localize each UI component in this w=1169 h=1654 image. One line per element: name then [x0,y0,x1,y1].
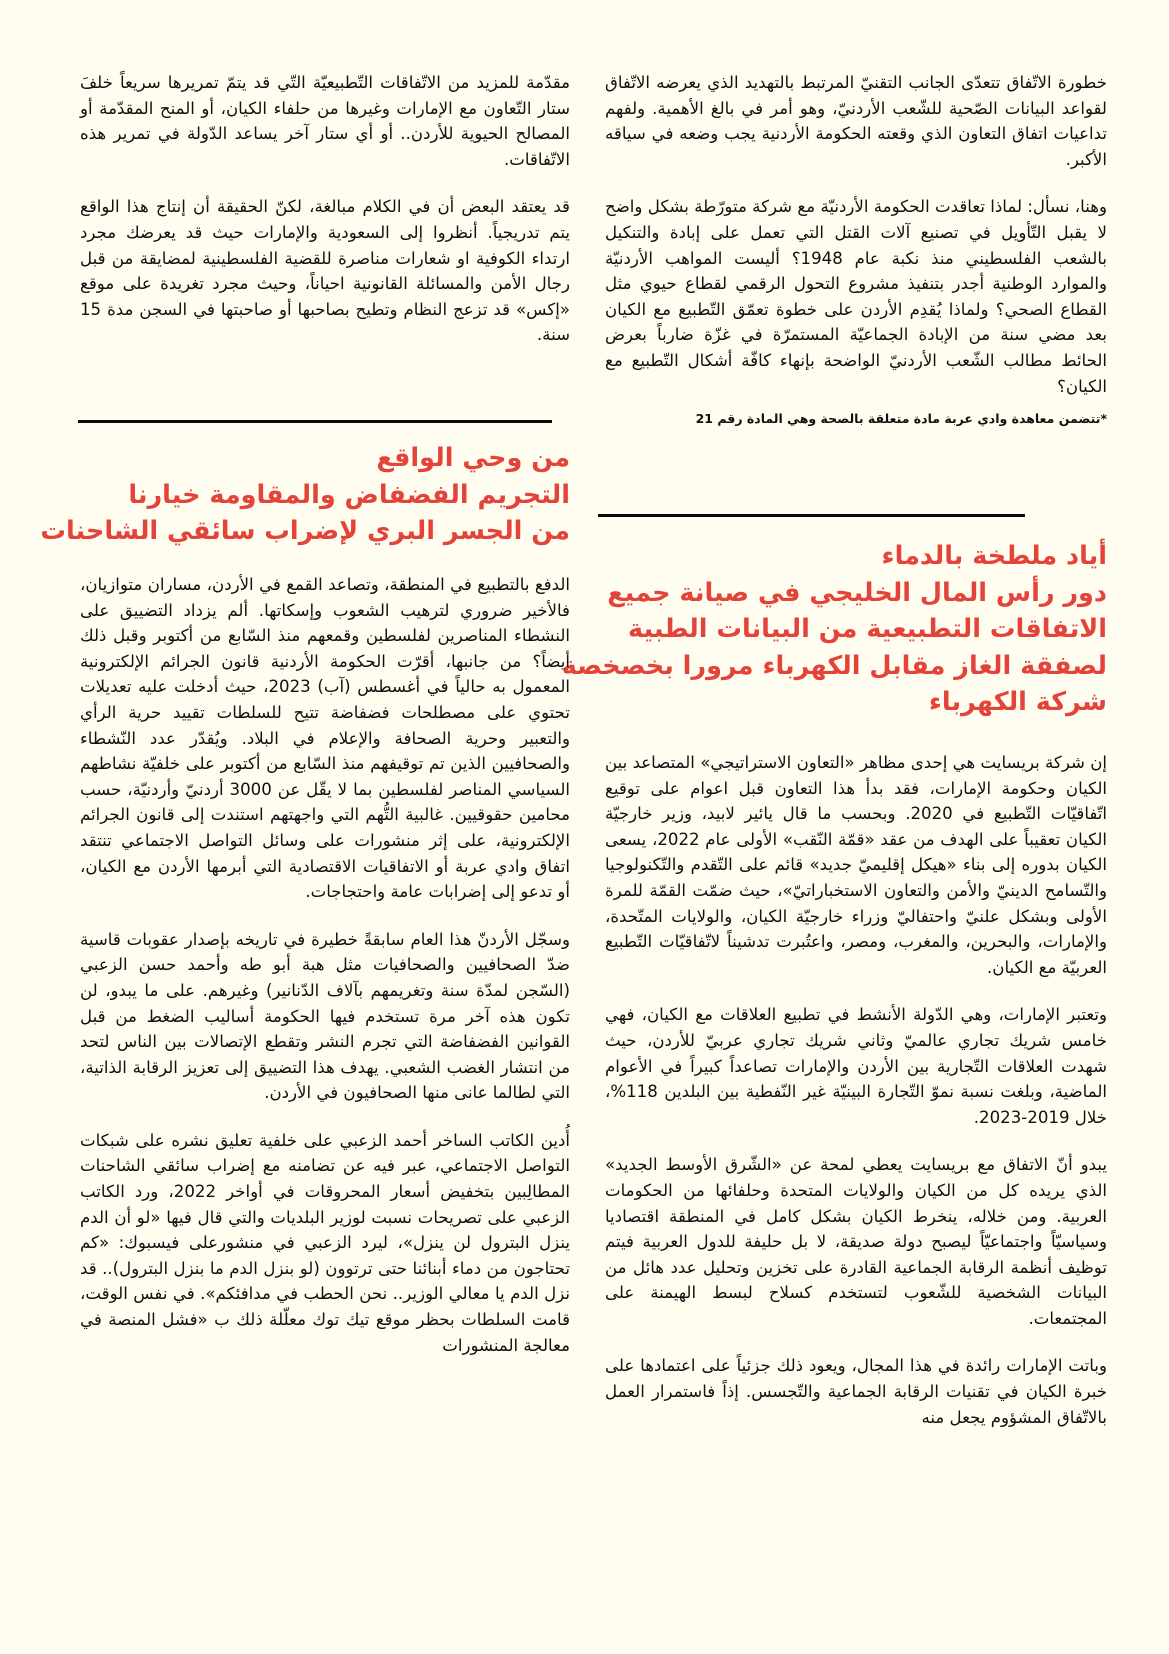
paragraph: وسجّل الأردنّ هذا العام سابقةً خطيرة في تاريخه بإصدار عقوبات قاسية ضدّ الصحافيين والصحافيات مثل هبة أبو طه وأحمد حسن الزعبي (السّجن لمدّة سنة وتغريمهم بآلاف الدّنانير) وغيرهم. على ما يبدو، لن تكون هذه آخر مرة تستخدم فيها الحكومة أساليب الضغط من قبل القوانين الفضفاضة التي تجرم النشر وتقطع الإتصالات بين الناس لتحد من انتشار الغضب الشعبي. يهدف هذا التضييق إلى تعزيز الرقابة الذاتية، التي لطالما عانى منها الصحافيون في الأردن. [80,929,570,1103]
right-column-article-body [605,750,1107,1452]
headline-line: شركة الكهرباء [928,687,1107,717]
footnote: *تتضمن معاهدة وادي عربة مادة متعلقة بالصحة وهي المادة رقم 21 [695,411,1107,427]
paragraph: الدفع بالتطبيع في المنطقة، وتصاعد القمع في الأردن، مساران متوازيان، فالأخير ضروري لترهيب الشعوب وإسكاتها. ألم يزداد التضييق على النشطاء المناصرين لفلسطين وقمعهم منذ السّابع من أكتوبر وقبل ذلك أيضاً؟ من جانبها، أقرّت الحكومة الأردنية قانون الجرائم الإلكترونية المعمول به حالياً في أغسطس (آب) 2023، حيث أدخلت عليه تعديلات تحتوي على مصطلحات فضفاضة تتيح للسلطات تقييد حرية الرأي والتعبير وحرية الصحافة والإعلام في البلاد. ويُقدّر عدد النّشطاء والصحافيين الذين تم توقيفهم منذ السّابع من أكتوبر على خلفيّة نشاطهم السياسي المناصر لفلسطين بما لا يقّل عن 3000 أردنيّ وأردنيّة، حسب محامين حقوقيين. غالبية التُّهم التي واجهتهم استندت إلى قانون الجرائم الإلكترونية، على إثر منشورات على وسائل التواصل الاجتماعي تنتقد اتفاق وادي عربة أو الاتفاقيات الاقتصادية التي أبرمها الأردن مع الكيان، أو تدعو إلى إضرابات عامة واحتجاجات. [80,575,570,902]
paragraph: وتعتبر الإمارات، وهي الدّولة الأنشط في تطبيع العلاقات مع الكيان، فهي خامس شريك تجاري عالميّ وثاني شريك تجاري عربيّ للأردن، حيث شهدت العلاقات التّجارية بين الأردن والإمارات تصاعداً كبيراً في الأعوام الماضية، وبلغت نسبة نموّ التّجارة البينيّة غير النّفطية بين البلدين 118%، خلال 2019-2023. [605,1005,1107,1127]
headline-line: لصفقة الغاز مقابل الكهرباء مرورا بخصخصة [561,650,1107,681]
right-column-intro [605,70,1107,429]
headline-line: التجريم الفضفاض والمقاومة خيارنا [128,479,570,510]
section-divider [598,514,1025,517]
headline-line: من وحي الواقع [376,443,570,473]
headline-line: الاتفاقات التطبيعية من البيانات الطبية [628,614,1107,644]
paragraph: وباتت الإمارات رائدة في هذا المجال، ويعود ذلك جزئياً على اعتمادها على خبرة الكيان في تقنيات الرقابة الجماعية والتّجسس. إذاً فاستمرار العمل بالاتّفاق المشؤوم يجعل منه [605,1356,1107,1427]
headline-line: من الجسر البري لإضراب سائقي الشاحنات [40,516,570,546]
paragraph: يبدو أنّ الاتفاق مع بريسايت يعطي لمحة عن «الشّرق الأوسط الجديد» الذي يريده كل من الكيان والولايات المتحدة وحلفائها من الحكومات العربية. ومن خلاله، ينخرط الكيان بشكل كامل في المنطقة اقتصاديا وسياسيّاً واجتماعيّاً ليصبح دولة صديقة، لا بل حليفة للدول العربية فيتم توظيف أنظمة الرقابة الجماعية القادرة على تخزين وتحليل عدد هائل من البيانات الشخصية للشّعوب لتستخدم كسلاح لبسط الهيمنة على المجتمعات. [605,1155,1107,1328]
headline-line: أياد ملطخة بالدماء [881,541,1107,571]
article-headline [40,440,570,550]
article-headline [561,538,1107,721]
left-column-article-body [80,572,570,1380]
paragraph: إن شركة بريسايت هي إحدى مظاهر «التعاون الاستراتيجي» المتصاعد بين الكيان وحكومة الإمارات، فقد بدأ هذا التعاون قبل اعوام على توقيع اتّفاقيّات التّطبيع في 2020. وبحسب ما قال يائير لابيد، وزير خارجيّة الكيان تعقيباً على الهدف من عقد «قمّة النّقب» الأولى عام 2022، يسعى الكيان بدوره إلى بناء «هيكل إقليميّ جديد» قائم على التّقدم والتّكنولوجيا والتّسامح الدينيّ والأمن والتعاون الاستخباراتيّ»، حيث ضمّت القمّة للمرة الأولى وبشكل علنيّ واحتفاليّ وزراء خارجيّة الكيان، والولايات المتّحدة، والإمارات، والبحرين، والمغرب، ومصر، واعتُبرت تدشيناً لاتّفاقيّات التّطبيع العربيّة مع الكيان. [605,753,1108,977]
paragraph: قد يعتقد البعض أن في الكلام مبالغة، لكنّ الحقيقة أن إنتاج هذا الواقع يتم تدريجياً. أنظروا إلى السعودية والإمارات حيث قد يعرضك مجرد ارتداء الكوفية او شعارات مناصرة للقضية الفلسطينية لمضايقة من قبل رجال الأمن والمسائلة القانونية احياناً، وحيث مجرد تغريدة على موقع «إكس» قد تزعج النظام وتطيح بصاحبها أو صاحبتها في السجن مدة 15 سنة. [80,197,570,345]
headline-line: دور رأس المال الخليجي في صيانة جميع [607,577,1107,608]
paragraph: خطورة الاتّفاق تتعدّى الجانب التقنيّ المرتبط بالتهديد الذي يعرضه الاتّفاق لقواعد البيانات الصّحية للشّعب الأردنيّ، وهو أمر في بالغ الأهمية. ولفهم تداعيات اتفاق التعاون الذي وقعته الحكومة الأردنية يجب وضعه في سياقه الأكبر. [605,73,1107,169]
section-divider [78,420,552,423]
paragraph: مقدّمة للمزيد من الاتّفاقات التّطبيعيّة التّي قد يتمّ تمريرها سريعاً خلفَ ستار التّعاون مع الإمارات وغيرها من حلفاء الكيان، أو المنح المقدّمة أو المصالح الحيوية للأردن.. أو أي ستار آخر يساعد الدّولة في تمرير هذه الاتّفاقات. [80,73,570,169]
paragraph: وهنا، نسأل: لماذا تعاقدت الحكومة الأردنيّة مع شركة متورّطة بشكل واضح لا يقبل التّأويل في تصنيع آلات القتل التي تعمل على إبادة والتنكيل بالشعب الفلسطيني منذ نكبة عام 1948؟ أليست المواهب الأردنيّة والموارد الوطنية أجدر بتنفيذ مشروع التحول الرقمي لقطاع حيوي مثل القطاع الصحي؟ ولماذا يُقدِم الأردن على خطوة تعمّق التّطبيع مع الكيان بعد مضي سنة من الإبادة الجماعيّة المستمرّة في غزّة ضارباً بعرض الحائط مطالب الشّعب الأردنيّ الواضحة بإنهاء كافّة أشكال التّطبيع مع الكيان؟ [605,197,1107,396]
paragraph: أُدين الكاتب الساخر أحمد الزعبي على خلفية تعليق نشره على شبكات التواصل الاجتماعي، عبر فيه عن تضامنه مع إضراب سائقي الشاحنات المطالِبين بتخفيض أسعار المحروقات في أواخر 2022، ورد الكاتب الزعبي على تصريحات نسبت لوزير البلديات والتي قال فيها «لو أن الدم ينزل البترول لن ينزل»، ليرد الزعبي في منشورعلى فيسبوك: «كم تحتاجون من دماء أبنائنا حتى ترتوون (لو بنزل الدم ما بنزل البترول).. قد نزل الدم يا معالي الوزير.. نحن الحطب في مدافئكم». في نفس الوقت، قامت السلطات بحظر موقع تيك توك معلّلة ذلك ب «فشل المنصة في معالجة المنشورات [80,1130,571,1355]
left-column-intro [80,70,570,370]
